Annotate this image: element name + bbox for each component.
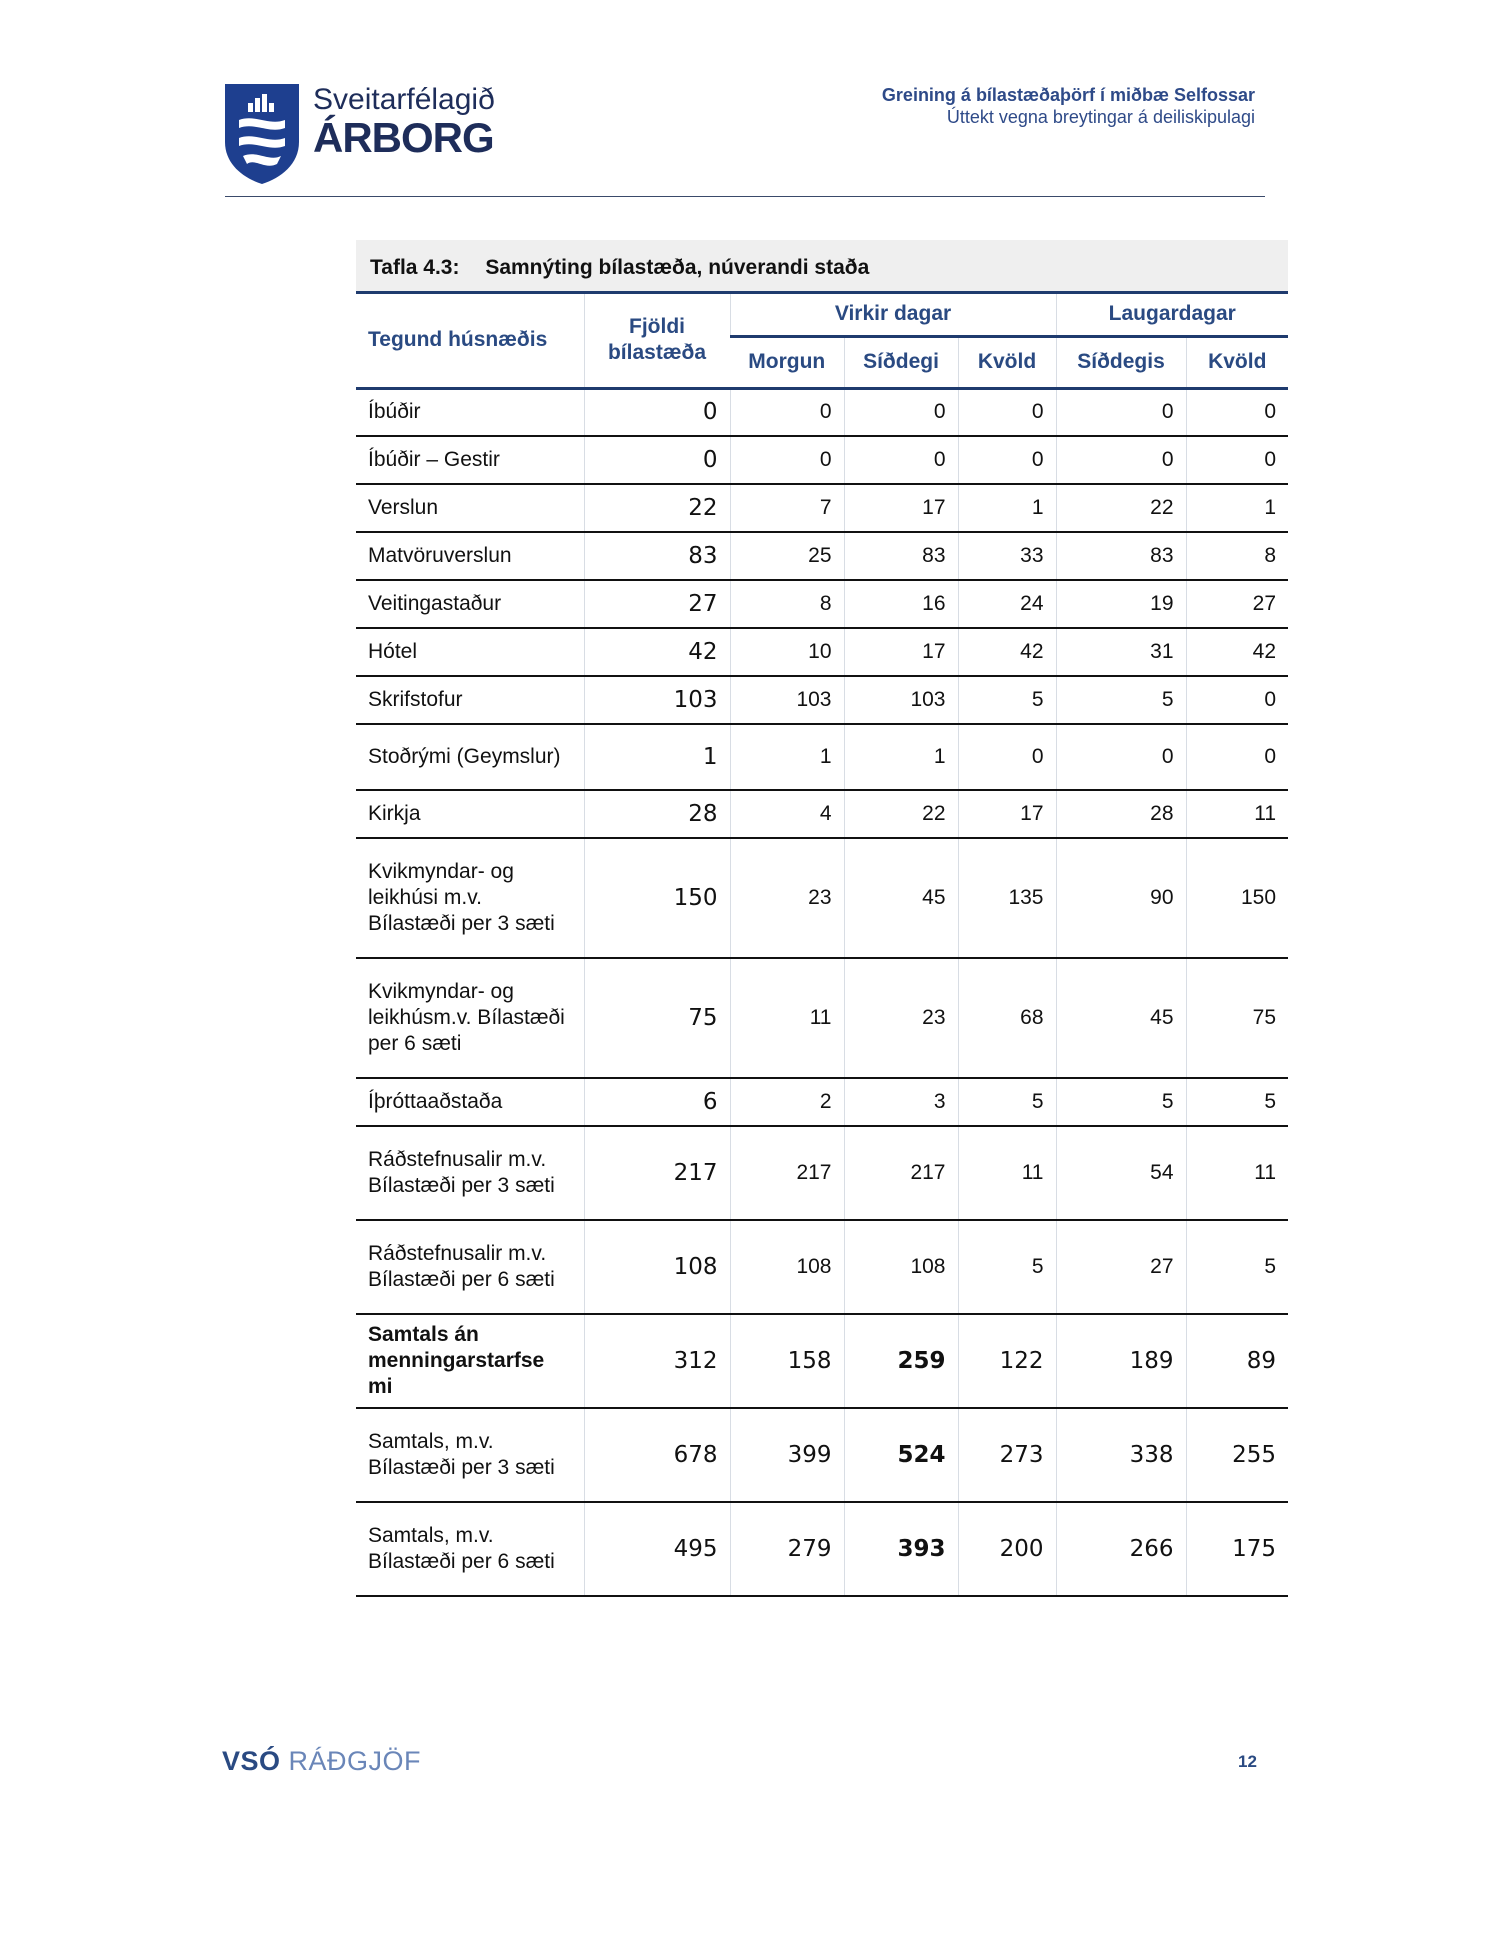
document-title: Greining á bílastæðaþörf í miðbæ Selfossar bbox=[881, 85, 1255, 105]
cell-sat-afternoon: 19 bbox=[1056, 580, 1186, 628]
cell-wd-afternoon: 0 bbox=[844, 388, 958, 436]
cell-count: 312 bbox=[584, 1314, 730, 1408]
table-row bbox=[356, 676, 1288, 724]
header-count: Fjöldi bílastæða bbox=[584, 294, 730, 388]
cell-wd-morning: 108 bbox=[730, 1220, 844, 1314]
row-label: Íbúðir bbox=[368, 400, 421, 424]
cell-wd-evening: 0 bbox=[958, 436, 1056, 484]
cell-wd-evening: 33 bbox=[958, 532, 1056, 580]
cell-wd-morning: 2 bbox=[730, 1078, 844, 1126]
header-wd-morning: Morgun bbox=[730, 336, 844, 388]
cell-sat-evening: 11 bbox=[1186, 1126, 1288, 1220]
cell-sat-evening: 175 bbox=[1186, 1502, 1288, 1596]
cell-sat-evening: 0 bbox=[1186, 388, 1288, 436]
cell-wd-afternoon: 524 bbox=[844, 1408, 958, 1502]
cell-wd-afternoon: 108 bbox=[844, 1220, 958, 1314]
cell-sat-evening: 8 bbox=[1186, 532, 1288, 580]
cell-wd-evening: 1 bbox=[958, 484, 1056, 532]
cell-wd-afternoon: 1 bbox=[844, 724, 958, 790]
cell-wd-evening: 0 bbox=[958, 388, 1056, 436]
page-header bbox=[225, 84, 1265, 194]
cell-count: 6 bbox=[584, 1078, 730, 1126]
cell-wd-morning: 23 bbox=[730, 838, 844, 958]
header-sat-evening: Kvöld bbox=[1186, 336, 1288, 388]
cell-sat-afternoon: 22 bbox=[1056, 484, 1186, 532]
cell-wd-evening: 5 bbox=[958, 676, 1056, 724]
cell-wd-evening: 5 bbox=[958, 1078, 1056, 1126]
cell-wd-afternoon: 3 bbox=[844, 1078, 958, 1126]
cell-sat-evening: 0 bbox=[1186, 724, 1288, 790]
table-caption bbox=[356, 240, 1288, 294]
cell-sat-afternoon: 189 bbox=[1056, 1314, 1186, 1408]
cell-wd-afternoon: 23 bbox=[844, 958, 958, 1078]
cell-sat-evening: 89 bbox=[1186, 1314, 1288, 1408]
cell-count: 103 bbox=[584, 676, 730, 724]
cell-sat-evening: 75 bbox=[1186, 958, 1288, 1078]
cell-wd-morning: 10 bbox=[730, 628, 844, 676]
document-subtitle: Úttekt vegna breytingar á deiliskipulagi bbox=[946, 107, 1255, 127]
cell-wd-evening: 0 bbox=[958, 724, 1056, 790]
cell-sat-afternoon: 31 bbox=[1056, 628, 1186, 676]
arborg-logo bbox=[225, 84, 495, 184]
table-row bbox=[356, 838, 1288, 958]
cell-sat-evening: 150 bbox=[1186, 838, 1288, 958]
table-row bbox=[356, 1502, 1288, 1596]
cell-wd-afternoon: 22 bbox=[844, 790, 958, 838]
cell-wd-morning: 8 bbox=[730, 580, 844, 628]
cell-count: 678 bbox=[584, 1408, 730, 1502]
row-label: Veitingastaður bbox=[356, 580, 584, 628]
table-row bbox=[356, 628, 1288, 676]
cell-sat-afternoon: 83 bbox=[1056, 532, 1186, 580]
cell-sat-evening: 5 bbox=[1186, 1078, 1288, 1126]
parking-table bbox=[356, 294, 1288, 1597]
cell-count: 495 bbox=[584, 1502, 730, 1596]
row-label: Íbúðir – Gestir bbox=[356, 436, 584, 484]
row-label: Ráðstefnusalir m.v. Bílastæði per 3 sæti bbox=[356, 1126, 584, 1220]
cell-sat-evening: 27 bbox=[1186, 580, 1288, 628]
cell-wd-morning: 0 bbox=[730, 388, 844, 436]
table-row bbox=[356, 1078, 1288, 1126]
document-title-block bbox=[882, 84, 1255, 128]
cell-wd-afternoon: 103 bbox=[844, 676, 958, 724]
header-sat-afternoon: Síðdegis bbox=[1056, 336, 1186, 388]
cell-wd-afternoon: 16 bbox=[844, 580, 958, 628]
header-wd-afternoon: Síðdegi bbox=[844, 336, 958, 388]
cell-wd-afternoon: 217 bbox=[844, 1126, 958, 1220]
row-label: Ráðstefnusalir m.v. Bílastæði per 6 sæti bbox=[356, 1220, 584, 1314]
table-row bbox=[356, 1408, 1288, 1502]
table-body bbox=[356, 388, 1288, 1596]
table-row bbox=[356, 1314, 1288, 1408]
header-weekdays: Virkir dagar bbox=[730, 294, 1056, 336]
cell-wd-evening: 11 bbox=[958, 1126, 1056, 1220]
cell-sat-afternoon: 338 bbox=[1056, 1408, 1186, 1502]
cell-sat-afternoon: 54 bbox=[1056, 1126, 1186, 1220]
cell-sat-evening: 11 bbox=[1186, 790, 1288, 838]
cell-count: 0 bbox=[584, 436, 730, 484]
header-type: Tegund húsnæðis bbox=[356, 294, 584, 388]
cell-sat-afternoon: 5 bbox=[1056, 676, 1186, 724]
table-row bbox=[356, 532, 1288, 580]
cell-count: 42 bbox=[584, 628, 730, 676]
cell-wd-morning: 158 bbox=[730, 1314, 844, 1408]
cell-wd-evening: 273 bbox=[958, 1408, 1056, 1502]
table-row bbox=[356, 436, 1288, 484]
cell-sat-evening: 0 bbox=[1186, 676, 1288, 724]
cell-sat-afternoon: 28 bbox=[1056, 790, 1186, 838]
row-label: Verslun bbox=[356, 484, 584, 532]
row-label: Skrifstofur bbox=[356, 676, 584, 724]
table-caption-number: Tafla 4.3: bbox=[370, 256, 460, 279]
cell-count: 1 bbox=[584, 724, 730, 790]
cell-wd-afternoon: 45 bbox=[844, 838, 958, 958]
header-wd-evening: Kvöld bbox=[958, 336, 1056, 388]
row-label: Matvöruverslun bbox=[356, 532, 584, 580]
table-row bbox=[356, 388, 1288, 436]
table-row bbox=[356, 1220, 1288, 1314]
cell-wd-morning: 0 bbox=[730, 436, 844, 484]
row-label: Hótel bbox=[356, 628, 584, 676]
cell-wd-afternoon: 17 bbox=[844, 484, 958, 532]
cell-wd-morning: 1 bbox=[730, 724, 844, 790]
row-label: Samtals án menningarstarfse mi bbox=[356, 1314, 584, 1408]
cell-count: 27 bbox=[584, 580, 730, 628]
org-name-line2: ÁRBORG bbox=[313, 114, 494, 161]
cell-wd-morning: 25 bbox=[730, 532, 844, 580]
cell-sat-afternoon: 0 bbox=[1056, 436, 1186, 484]
cell-wd-morning: 279 bbox=[730, 1502, 844, 1596]
cell-count: 150 bbox=[584, 838, 730, 958]
cell-wd-afternoon: 83 bbox=[844, 532, 958, 580]
cell-sat-evening: 0 bbox=[1186, 436, 1288, 484]
cell-wd-afternoon: 393 bbox=[844, 1502, 958, 1596]
cell-wd-evening: 200 bbox=[958, 1502, 1056, 1596]
cell-wd-evening: 42 bbox=[958, 628, 1056, 676]
row-label: Íþróttaaðstaða bbox=[356, 1078, 584, 1126]
cell-wd-morning: 103 bbox=[730, 676, 844, 724]
table-row bbox=[356, 484, 1288, 532]
cell-count: 75 bbox=[584, 958, 730, 1078]
vso-brand bbox=[222, 1746, 421, 1777]
parking-table-block bbox=[356, 240, 1288, 1597]
row-label: Samtals, m.v. Bílastæði per 6 sæti bbox=[356, 1502, 584, 1596]
cell-sat-evening: 42 bbox=[1186, 628, 1288, 676]
cell-wd-morning: 7 bbox=[730, 484, 844, 532]
cell-count: 0 bbox=[584, 388, 730, 436]
cell-sat-afternoon: 90 bbox=[1056, 838, 1186, 958]
table-row bbox=[356, 958, 1288, 1078]
cell-wd-evening: 68 bbox=[958, 958, 1056, 1078]
row-label: Stoðrými (Geymslur) bbox=[356, 724, 584, 790]
org-name-line1: Sveitarfélagið bbox=[313, 83, 495, 116]
cell-count: 28 bbox=[584, 790, 730, 838]
cell-wd-evening: 5 bbox=[958, 1220, 1056, 1314]
table-row bbox=[356, 580, 1288, 628]
vso-brand-bold: VSÓ bbox=[222, 1746, 281, 1776]
cell-wd-evening: 17 bbox=[958, 790, 1056, 838]
header-rule bbox=[225, 196, 1265, 197]
cell-sat-evening: 5 bbox=[1186, 1220, 1288, 1314]
cell-count: 22 bbox=[584, 484, 730, 532]
cell-sat-afternoon: 0 bbox=[1056, 724, 1186, 790]
cell-sat-afternoon: 45 bbox=[1056, 958, 1186, 1078]
page-number: 12 bbox=[1238, 1752, 1257, 1771]
cell-wd-afternoon: 259 bbox=[844, 1314, 958, 1408]
cell-count: 83 bbox=[584, 532, 730, 580]
cell-sat-afternoon: 27 bbox=[1056, 1220, 1186, 1314]
header-saturdays: Laugardagar bbox=[1056, 294, 1288, 336]
table-row bbox=[356, 1126, 1288, 1220]
row-label: Kirkja bbox=[356, 790, 584, 838]
cell-count: 108 bbox=[584, 1220, 730, 1314]
table-row bbox=[356, 724, 1288, 790]
table-caption-text: Samnýting bílastæða, núverandi staða bbox=[485, 256, 870, 279]
cell-wd-afternoon: 0 bbox=[844, 436, 958, 484]
cell-sat-evening: 1 bbox=[1186, 484, 1288, 532]
cell-wd-morning: 217 bbox=[730, 1126, 844, 1220]
table-row bbox=[356, 790, 1288, 838]
cell-sat-afternoon: 266 bbox=[1056, 1502, 1186, 1596]
cell-sat-afternoon: 5 bbox=[1056, 1078, 1186, 1126]
cell-wd-afternoon: 17 bbox=[844, 628, 958, 676]
cell-count: 217 bbox=[584, 1126, 730, 1220]
arborg-shield-icon bbox=[225, 84, 299, 184]
row-label: Samtals, m.v. Bílastæði per 3 sæti bbox=[356, 1408, 584, 1502]
cell-wd-morning: 11 bbox=[730, 958, 844, 1078]
cell-wd-evening: 24 bbox=[958, 580, 1056, 628]
cell-wd-morning: 399 bbox=[730, 1408, 844, 1502]
cell-sat-afternoon: 0 bbox=[1056, 388, 1186, 436]
cell-wd-evening: 135 bbox=[958, 838, 1056, 958]
cell-wd-evening: 122 bbox=[958, 1314, 1056, 1408]
row-label: Kvikmyndar- og leikhúsm.v. Bílastæði per 6 sæti bbox=[356, 958, 584, 1078]
row-label: Kvikmyndar- og leikhúsi m.v. Bílastæði per 3 sæti bbox=[356, 838, 584, 958]
cell-wd-morning: 4 bbox=[730, 790, 844, 838]
cell-sat-evening: 255 bbox=[1186, 1408, 1288, 1502]
vso-brand-light: RÁÐGJÖF bbox=[288, 1746, 422, 1776]
